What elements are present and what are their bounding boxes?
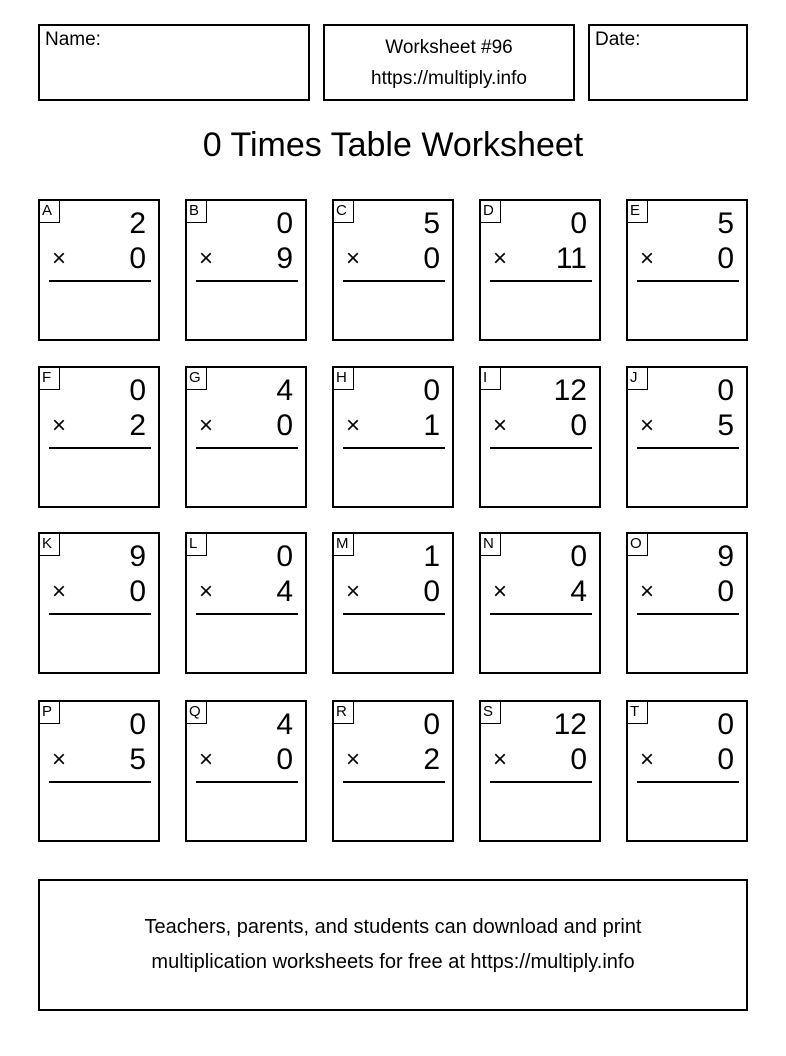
problem-card[interactable] <box>38 700 160 842</box>
problem-card[interactable] <box>185 700 307 842</box>
problem-letter: J <box>628 368 648 390</box>
problem-bottom-number: 0 <box>129 242 146 275</box>
problem-bottom-number: 4 <box>570 575 587 608</box>
footer-line-1: Teachers, parents, and students can download and print <box>144 916 642 938</box>
multiply-sign: × <box>640 578 655 605</box>
multiply-sign: × <box>640 412 655 439</box>
footer-line-2: multiplication worksheets for free at https://multiply.info <box>151 951 635 973</box>
problem-bottom-number: 0 <box>423 242 440 275</box>
problem-letter: I <box>481 368 501 390</box>
answer-line <box>490 781 592 783</box>
problem-letter: Q <box>187 702 207 724</box>
problem-card[interactable] <box>38 366 160 508</box>
problem-letter: O <box>628 534 648 556</box>
problem-bottom-number: 0 <box>570 409 587 442</box>
problem-bottom-number: 1 <box>423 409 440 442</box>
problem-top-number: 0 <box>423 708 440 741</box>
multiply-sign: × <box>493 578 508 605</box>
problem-letter: A <box>40 201 60 223</box>
problem-bottom-number: 0 <box>276 743 293 776</box>
multiply-sign: × <box>52 412 67 439</box>
answer-line <box>343 447 445 449</box>
problem-bottom-number: 5 <box>717 409 734 442</box>
problem-bottom-number: 4 <box>276 575 293 608</box>
problem-top-number: 2 <box>129 207 146 240</box>
problem-letter: R <box>334 702 354 724</box>
answer-line <box>343 613 445 615</box>
multiply-sign: × <box>640 746 655 773</box>
problem-card[interactable] <box>38 199 160 341</box>
answer-line <box>637 613 739 615</box>
problem-top-number: 4 <box>276 374 293 407</box>
answer-line <box>49 280 151 282</box>
problem-card[interactable] <box>332 199 454 341</box>
problem-card[interactable] <box>479 366 601 508</box>
multiply-sign: × <box>640 245 655 272</box>
problem-letter: C <box>334 201 354 223</box>
problem-card[interactable] <box>479 532 601 674</box>
problem-bottom-number: 2 <box>423 743 440 776</box>
problem-bottom-number: 0 <box>276 409 293 442</box>
multiply-sign: × <box>199 746 214 773</box>
problem-bottom-number: 0 <box>423 575 440 608</box>
problem-bottom-number: 0 <box>570 743 587 776</box>
problem-top-number: 5 <box>423 207 440 240</box>
problem-card[interactable] <box>332 700 454 842</box>
problem-top-number: 0 <box>129 374 146 407</box>
problem-letter: K <box>40 534 60 556</box>
problem-letter: H <box>334 368 354 390</box>
multiply-sign: × <box>346 412 361 439</box>
multiply-sign: × <box>493 746 508 773</box>
problem-top-number: 1 <box>423 540 440 573</box>
problem-top-number: 0 <box>717 708 734 741</box>
site-url: https://multiply.info <box>371 67 527 89</box>
answer-line <box>637 781 739 783</box>
answer-line <box>196 781 298 783</box>
problem-bottom-number: 0 <box>717 743 734 776</box>
problem-bottom-number: 0 <box>129 575 146 608</box>
name-box[interactable] <box>38 24 310 101</box>
answer-line <box>343 781 445 783</box>
multiply-sign: × <box>199 245 214 272</box>
answer-line <box>49 447 151 449</box>
problem-letter: L <box>187 534 207 556</box>
problem-card[interactable] <box>479 199 601 341</box>
problem-card[interactable] <box>626 366 748 508</box>
problem-letter: G <box>187 368 207 390</box>
date-box[interactable] <box>588 24 748 101</box>
multiply-sign: × <box>346 245 361 272</box>
footer-box <box>38 879 748 1011</box>
name-label: Name: <box>45 29 101 50</box>
answer-line <box>490 613 592 615</box>
problem-letter: N <box>481 534 501 556</box>
answer-line <box>637 447 739 449</box>
multiply-sign: × <box>493 245 508 272</box>
problem-letter: M <box>334 534 354 556</box>
problem-card[interactable] <box>332 366 454 508</box>
problem-card[interactable] <box>479 700 601 842</box>
multiply-sign: × <box>52 746 67 773</box>
problem-top-number: 12 <box>553 708 587 741</box>
problem-top-number: 0 <box>423 374 440 407</box>
multiply-sign: × <box>52 578 67 605</box>
multiply-sign: × <box>199 578 214 605</box>
problem-letter: E <box>628 201 648 223</box>
multiply-sign: × <box>493 412 508 439</box>
worksheet-number: Worksheet #96 <box>385 36 513 58</box>
answer-line <box>196 613 298 615</box>
answer-line <box>490 447 592 449</box>
problem-card[interactable] <box>185 366 307 508</box>
multiply-sign: × <box>199 412 214 439</box>
problem-card[interactable] <box>626 199 748 341</box>
answer-line <box>637 280 739 282</box>
problem-card[interactable] <box>185 532 307 674</box>
answer-line <box>49 781 151 783</box>
problem-top-number: 9 <box>129 540 146 573</box>
problem-letter: D <box>481 201 501 223</box>
answer-line <box>343 280 445 282</box>
answer-line <box>490 280 592 282</box>
problem-top-number: 12 <box>553 374 587 407</box>
problem-letter: T <box>628 702 648 724</box>
problem-card[interactable] <box>38 532 160 674</box>
problem-letter: S <box>481 702 501 724</box>
multiply-sign: × <box>346 746 361 773</box>
problem-top-number: 0 <box>570 207 587 240</box>
worksheet-info-box <box>323 24 575 101</box>
problem-top-number: 0 <box>717 374 734 407</box>
problem-card[interactable] <box>332 532 454 674</box>
problem-bottom-number: 0 <box>717 242 734 275</box>
problem-bottom-number: 5 <box>129 743 146 776</box>
problem-top-number: 9 <box>717 540 734 573</box>
problem-top-number: 0 <box>276 207 293 240</box>
problem-top-number: 0 <box>570 540 587 573</box>
problem-bottom-number: 9 <box>276 242 293 275</box>
multiply-sign: × <box>52 245 67 272</box>
problem-letter: P <box>40 702 60 724</box>
problem-top-number: 0 <box>129 708 146 741</box>
answer-line <box>196 447 298 449</box>
problem-card[interactable] <box>626 532 748 674</box>
problem-top-number: 4 <box>276 708 293 741</box>
problem-letter: F <box>40 368 60 390</box>
problem-bottom-number: 0 <box>717 575 734 608</box>
page-title: 0 Times Table Worksheet <box>202 126 584 164</box>
answer-line <box>49 613 151 615</box>
problem-top-number: 5 <box>717 207 734 240</box>
problem-bottom-number: 11 <box>555 242 587 275</box>
problem-card[interactable] <box>185 199 307 341</box>
problem-letter: B <box>187 201 207 223</box>
problem-top-number: 0 <box>276 540 293 573</box>
date-label: Date: <box>595 29 641 50</box>
problem-bottom-number: 2 <box>129 409 146 442</box>
problem-card[interactable] <box>626 700 748 842</box>
multiply-sign: × <box>346 578 361 605</box>
answer-line <box>196 280 298 282</box>
